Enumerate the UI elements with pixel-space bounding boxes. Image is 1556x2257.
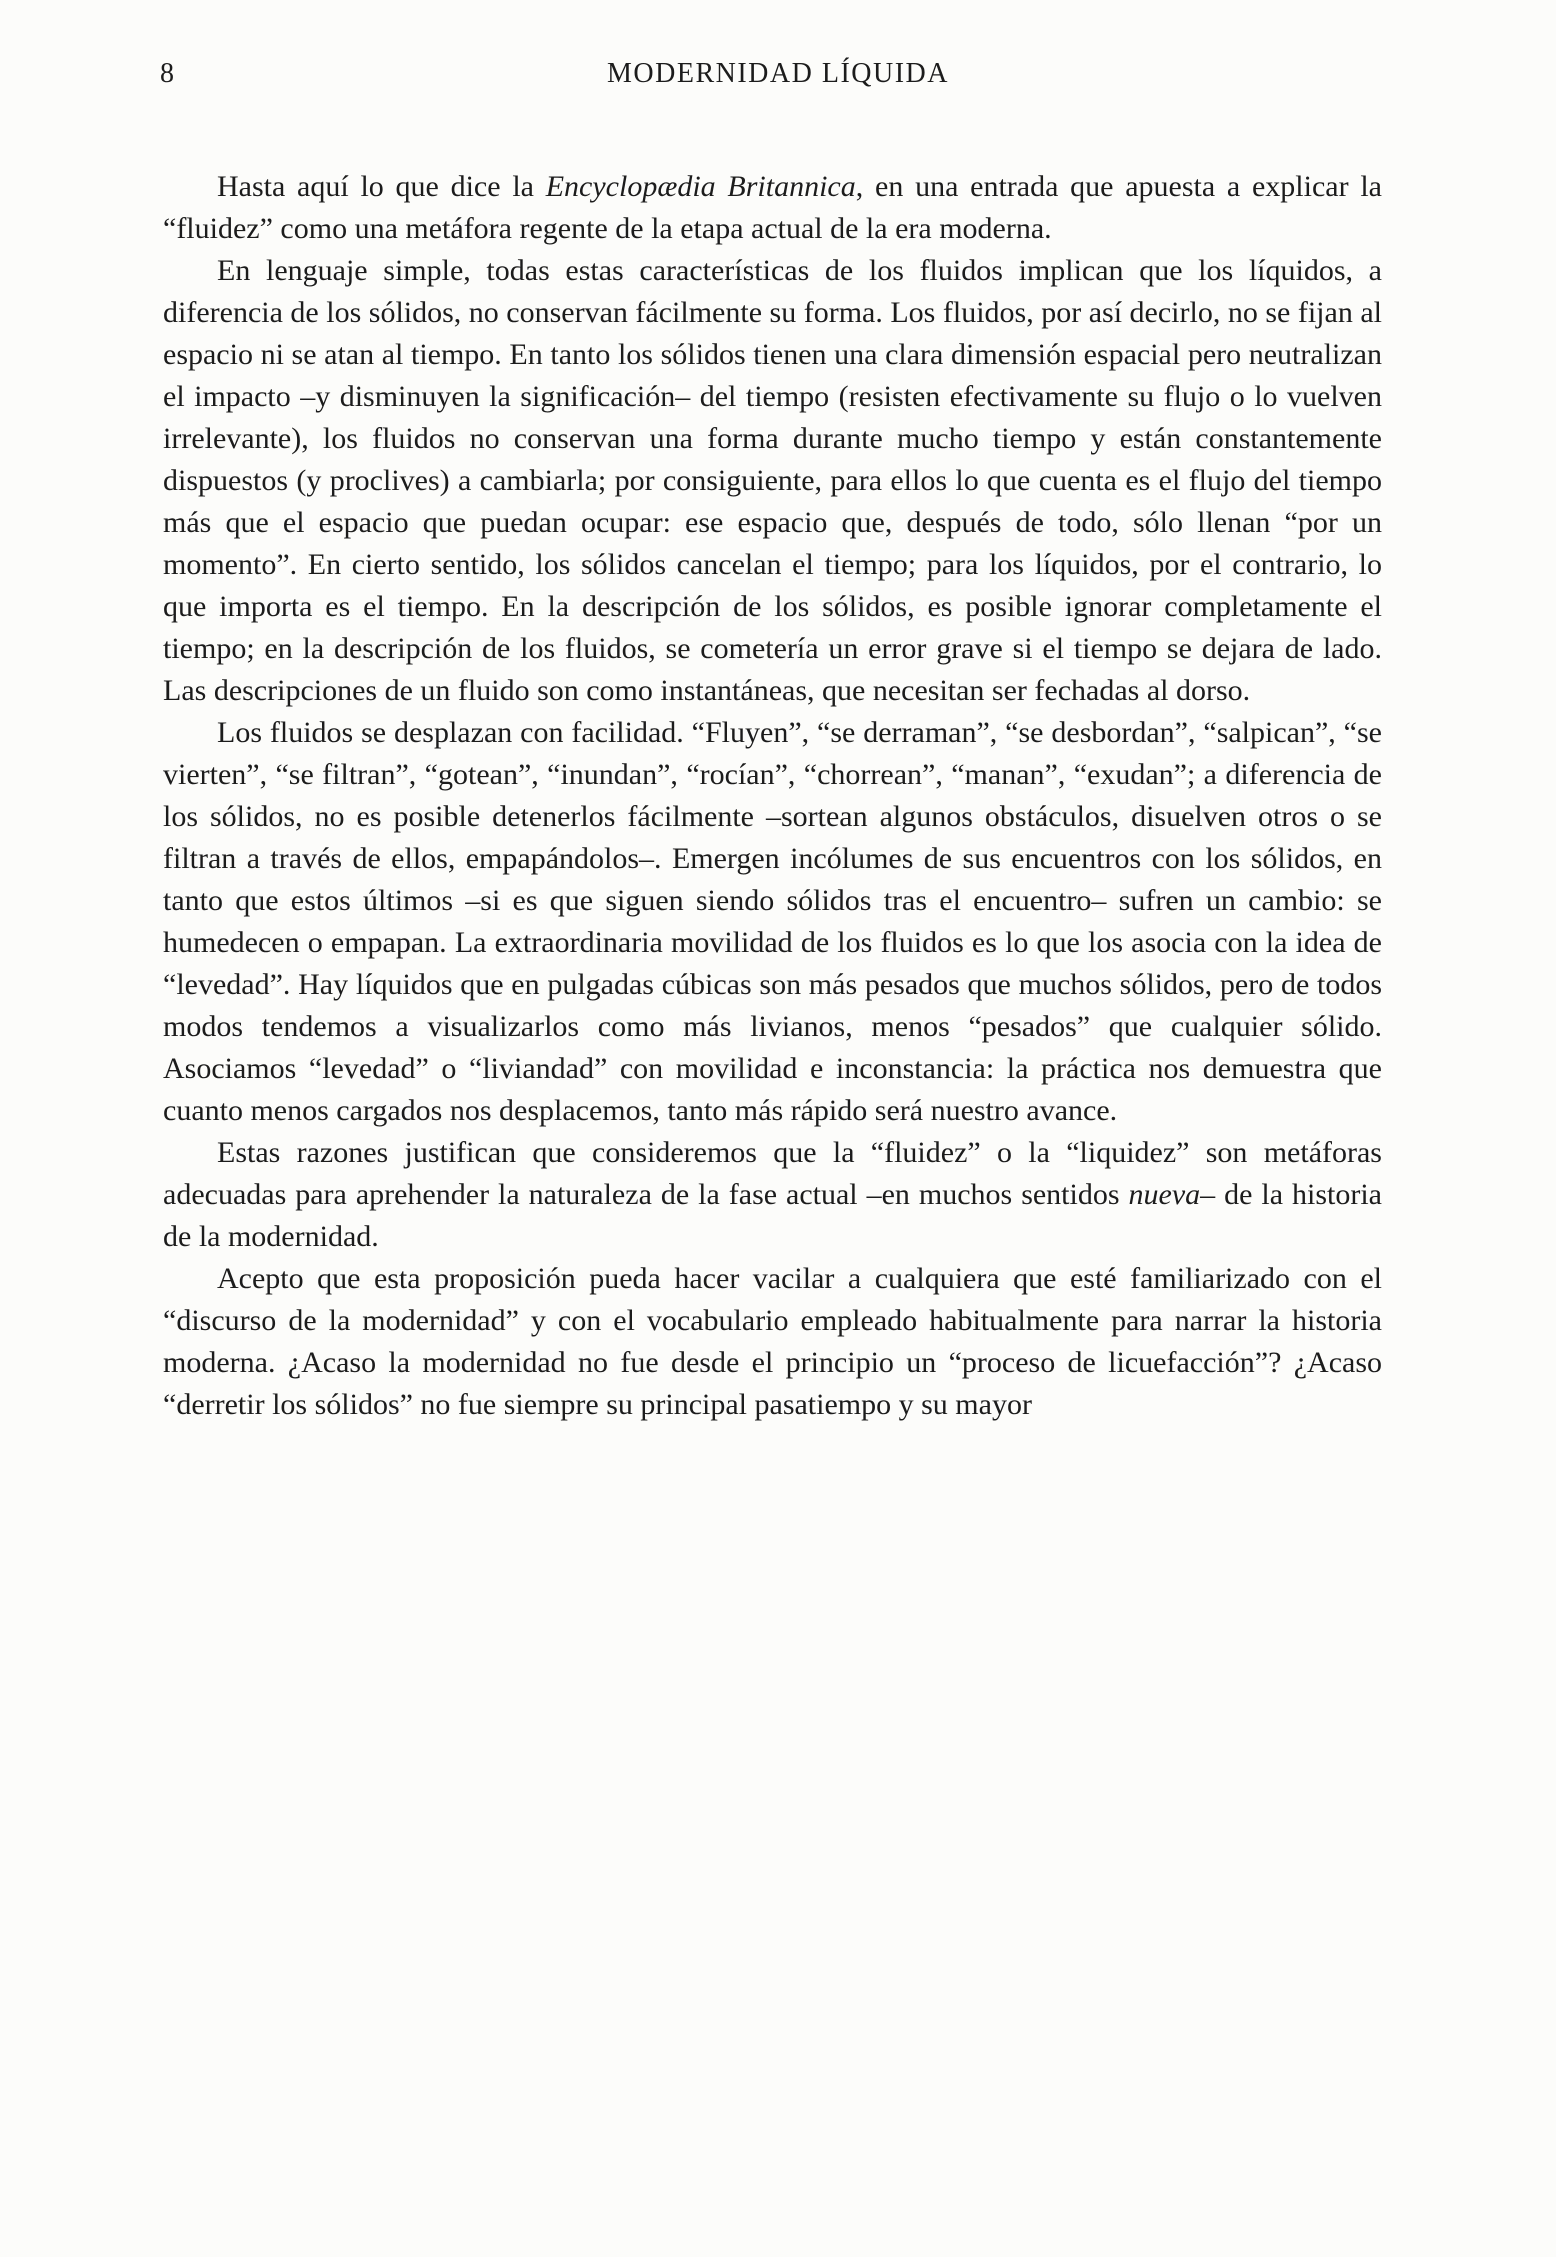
paragraph xyxy=(163,1132,1382,1258)
italic-text: Encyclopædia Britannica xyxy=(545,170,856,203)
paragraph xyxy=(163,1258,1382,1426)
italic-text: nueva xyxy=(1128,1178,1201,1211)
text-segment: , en una entrada que apuesta a explicar la “fluidez” como una metáfora regente de la etapa actual de la era moderna. xyxy=(163,170,1382,245)
text-segment: Acepto que esta proposición pueda hacer vacilar a cualquiera que esté familiarizado con el “discurso de la modernidad” y con el vocabulario empleado habitualmente para narrar la historia moderna. ¿Acaso la modernidad no fue desde el principio un “proceso de licuefacción”? ¿Acaso “derretir los sólidos” no fue siempre su principal pasatiempo y su mayor xyxy=(163,1262,1382,1421)
running-title: MODERNIDAD LÍQUIDA xyxy=(607,58,949,89)
page-body xyxy=(163,166,1382,1426)
text-segment: – de la historia de la modernidad. xyxy=(163,1178,1383,1253)
text-segment: Hasta aquí lo que dice la xyxy=(217,170,546,203)
page-number: 8 xyxy=(160,58,175,89)
page-header xyxy=(0,58,1556,108)
paragraph xyxy=(163,250,1382,712)
text-segment: En lenguaje simple, todas estas características de los fluidos implican que los líquidos, a diferencia de los sólidos, no conservan fácilmente su forma. Los fluidos, por así decirlo, no se fijan al espacio ni se atan al tiempo. En tanto los sólidos tienen una clara dimensión espacial pero neutralizan el impacto –y disminuyen la significación– del tiempo (resisten efectivamente su flujo o lo vuelven irrelevante), los fluidos no conservan una forma durante mucho tiempo y están constantemente dispuestos (y proclives) a cambiarla; por consiguiente, para ellos lo que cuenta es el flujo del tiempo más que el espacio que puedan ocupar: ese espacio que, después de todo, sólo llenan “por un momento”. En cierto sentido, los sólidos cancelan el tiempo; para los líquidos, por el contrario, lo que importa es el tiempo. En la descripción de los sólidos, es posible ignorar completamente el tiempo; en la descripción de los fluidos, se cometería un error grave si el tiempo se dejara de lado. Las descripciones de un fluido son como instantáneas, que necesitan ser fechadas al dorso. xyxy=(163,254,1382,707)
text-segment: Estas razones justifican que consideremos que la “fluidez” o la “liquidez” son metáforas adecuadas para aprehender la naturaleza de la fase actual –en muchos sentidos xyxy=(163,1136,1382,1211)
text-segment: Los fluidos se desplazan con facilidad. “Fluyen”, “se derraman”, “se desbordan”, “salpican”, “se vierten”, “se filtran”, “gotean”, “inundan”, “rocían”, “chorrean”, “manan”, “exudan”; a diferencia de los sólidos, no es posible detenerlos fácilmente –sortean algunos obstáculos, disuelven otros o se filtran a través de ellos, empapándolos–. Emergen incólumes de sus encuentros con los sólidos, en tanto que estos últimos –si es que siguen siendo sólidos tras el encuentro– sufren un cambio: se humedecen o empapan. La extraordinaria movilidad de los fluidos es lo que los asocia con la idea de “levedad”. Hay líquidos que en pulgadas cúbicas son más pesados que muchos sólidos, pero de todos modos tendemos a visualizarlos como más livianos, menos “pesados” que cualquier sólido. Asociamos “levedad” o “liviandad” con movilidad e inconstancia: la práctica nos demuestra que cuanto menos cargados nos desplacemos, tanto más rápido será nuestro avance. xyxy=(163,716,1382,1127)
paragraph xyxy=(163,166,1382,250)
paragraph xyxy=(163,712,1382,1132)
